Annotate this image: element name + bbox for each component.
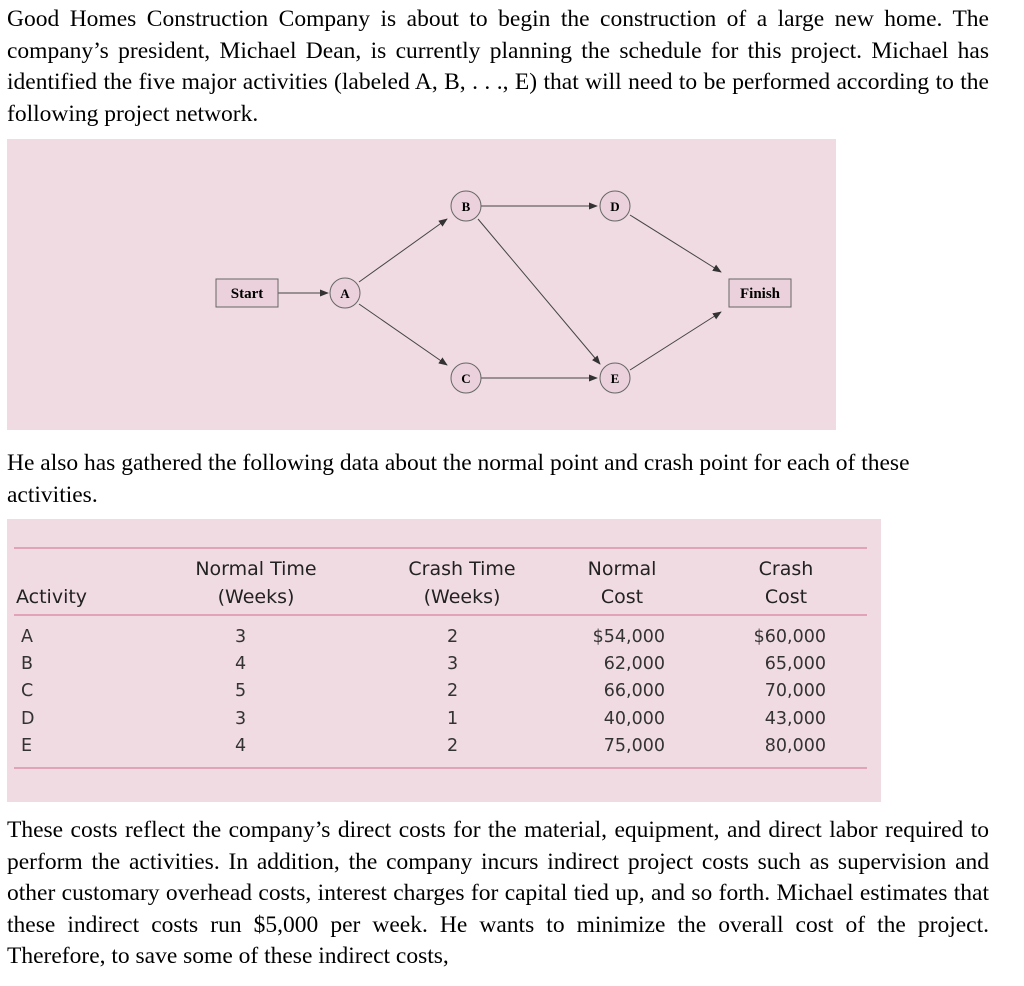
header-normal-cost: Normal Cost — [587, 558, 657, 608]
middle-paragraph: He also has gathered the following data about the normal point and crash point for each of these activities. — [7, 450, 910, 508]
table-cell: 80,000 — [764, 735, 826, 756]
header-crash-time: Crash Time (Weeks) — [408, 558, 516, 608]
table-cell: 4 — [235, 735, 247, 756]
node-a — [330, 278, 360, 308]
table-cell: 43,000 — [764, 708, 826, 729]
node-b-label: B — [461, 199, 471, 214]
finish-label: Finish — [739, 286, 781, 302]
column-crash-cost — [740, 624, 826, 760]
table-cell: $60,000 — [753, 627, 826, 647]
table-cell: B — [21, 654, 34, 675]
activity-data-table — [7, 519, 881, 802]
edge-a-c — [359, 304, 447, 365]
header-normal-time: Normal Time (Weeks) — [195, 558, 317, 608]
header-crash-cost: Crash Cost — [758, 558, 814, 608]
table-cell: 2 — [447, 681, 459, 702]
table-cell: E — [21, 735, 33, 756]
intro-paragraph: Good Homes Construction Company is about to begin the construction of a large new home. The company’s president, Michael Dean, is currently planning the schedule for this project. Michael has identified the five major activities (labeled A, B, . . ., E) that will need to be performed according to the following project network. — [7, 6, 989, 127]
table-cell: 66,000 — [603, 681, 665, 702]
node-a-label: A — [340, 286, 350, 301]
node-b — [451, 191, 481, 221]
table-cell: $54,000 — [592, 627, 665, 647]
table-top-rule — [14, 547, 867, 549]
table-cell: 62,000 — [603, 654, 665, 675]
table-cell: 2 — [447, 627, 459, 647]
edge-a-b — [359, 219, 447, 282]
table-cell: D — [21, 708, 35, 729]
node-e — [600, 363, 630, 393]
table-cell: 40,000 — [603, 708, 665, 729]
table-cell: C — [21, 681, 34, 702]
table-cell: 3 — [235, 627, 247, 647]
table-cell: 65,000 — [764, 654, 826, 675]
node-c-label: C — [461, 371, 471, 386]
table-cell: A — [21, 627, 33, 647]
table-cell: 70,000 — [764, 681, 826, 702]
table-cell: 5 — [235, 681, 247, 702]
column-normal-time — [235, 624, 246, 760]
table-cell: 3 — [235, 708, 247, 729]
column-normal-cost — [582, 624, 665, 760]
column-activity — [21, 624, 34, 760]
table-bottom-rule — [14, 767, 867, 769]
table-cell: 4 — [235, 654, 247, 675]
table-cell: 75,000 — [603, 735, 665, 756]
node-d — [600, 191, 630, 221]
node-c — [451, 363, 481, 393]
table-header-rule — [14, 614, 867, 616]
node-e-label: E — [610, 371, 620, 386]
edge-d-finish — [630, 215, 721, 272]
table-cell: 2 — [447, 735, 459, 756]
table-cell: 1 — [447, 708, 459, 729]
finish-node — [729, 279, 791, 307]
closing-paragraph: These costs reflect the company’s direct costs for the material, equipment, and direct labor required to perform the activities. In addition, the company incurs indirect project costs such as supervision and other customary overhead costs, interest charges for capital tied up, and so forth. Michael estimates that these indirect costs run $5,000 per week. He wants to minimize the overall cost of the project. Therefore, to save some of these indirect costs, — [7, 817, 989, 969]
column-crash-time — [447, 624, 458, 760]
node-d-label: D — [610, 199, 620, 214]
start-label: Start — [230, 286, 264, 302]
header-activity: Activity — [16, 586, 88, 608]
start-node — [216, 279, 278, 307]
project-network-diagram — [7, 139, 836, 430]
edge-b-e — [478, 219, 600, 364]
table-cell: 3 — [447, 654, 459, 675]
edge-e-finish — [630, 312, 721, 370]
